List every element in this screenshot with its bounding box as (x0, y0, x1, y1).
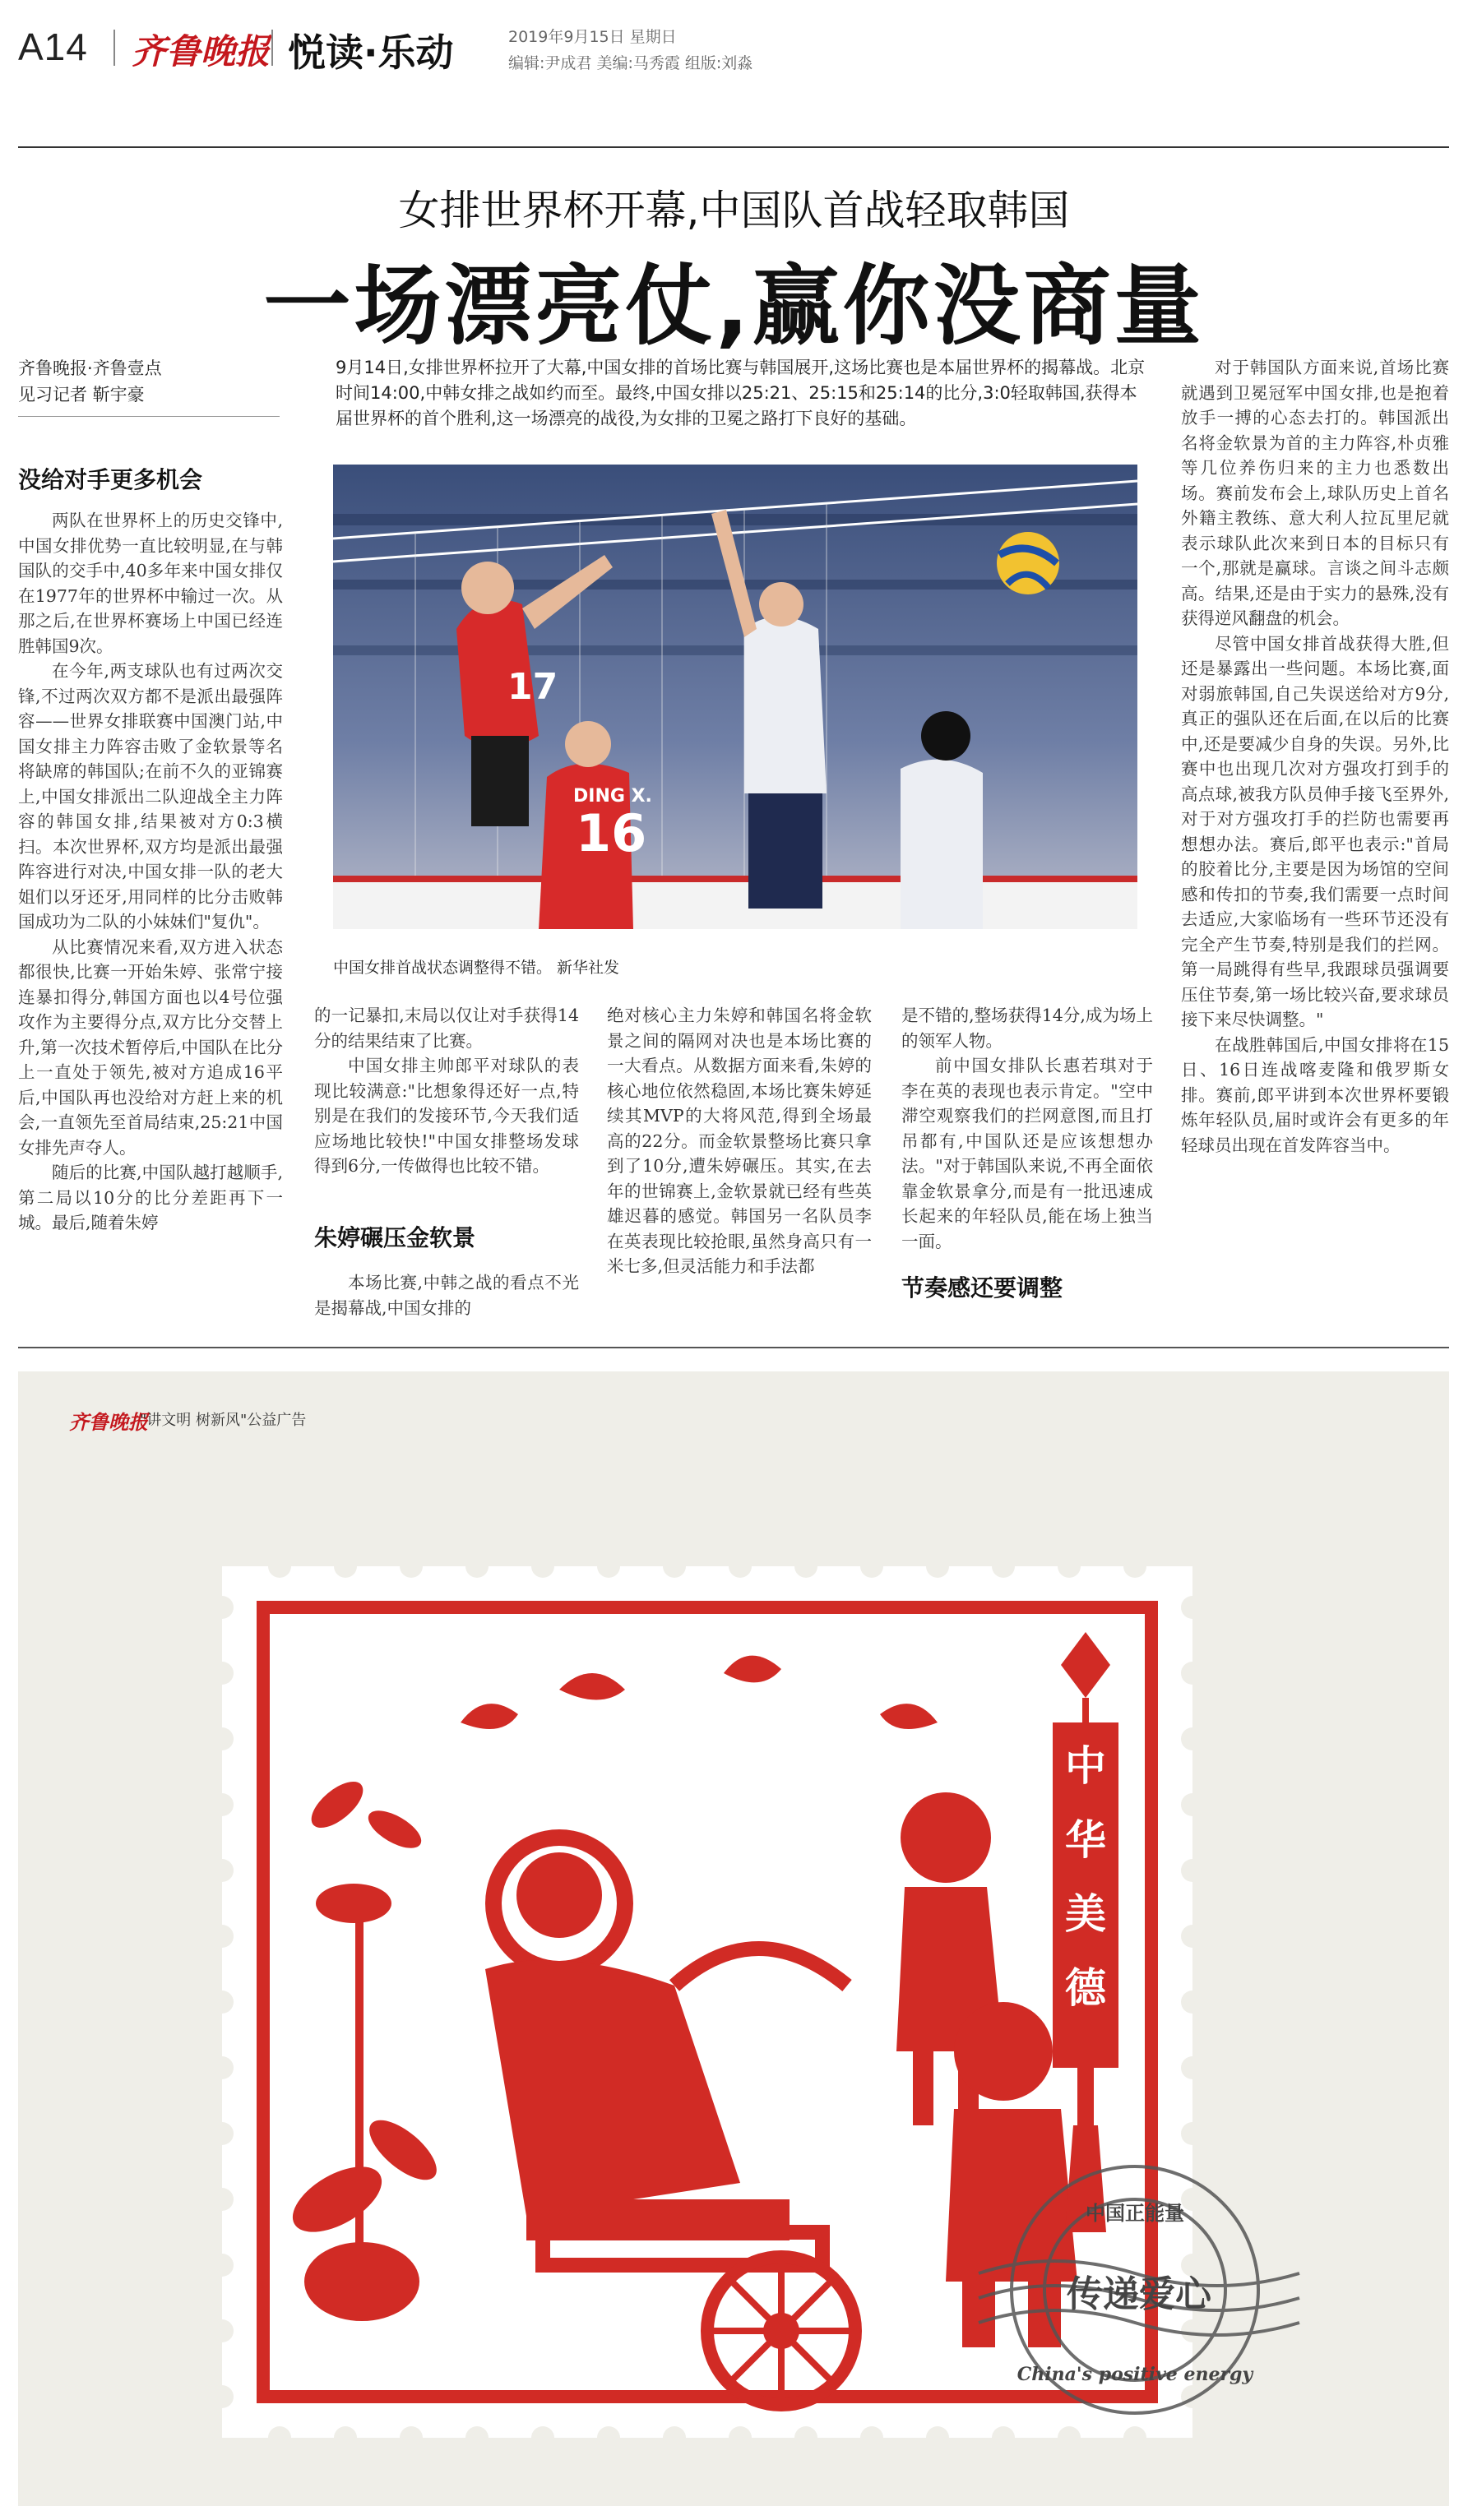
jersey-number: 17 (507, 666, 558, 708)
column-2 (314, 1003, 579, 1179)
paragraph: 随后的比赛,中国队越打越顺手,第二局以10分的比分差距再下一城。最后,随着朱婷 (18, 1163, 283, 1232)
column-5 (1181, 355, 1449, 1158)
stamp-char: 德 (1065, 1963, 1106, 2012)
paragraph: 前中国女排队长惠若琪对于李在英的表现也表示肯定。"空中滞空观察我们的拦网意图,而且打吊都有,中国队还是应该想想办法。"对于韩国队来说,不再全面依靠金软景拿分,而是有一批迅速成长起来的年轻队员,能在场上独当一面。 (901, 1056, 1153, 1251)
column-3: 绝对核心主力朱婷和韩国名将金软景之间的隔网对决也是本场比赛的一大看点。从数据方面来看,朱婷的核心地位依然稳固,本场比赛朱婷延续其MVP的大将风范,得到全场最高的22分。而金软景整场比赛只拿到了10分,遭朱婷碾压。其实,在去年的世锦赛上,金软景就已经有些英雄迟暮的感觉。韩国另一名队员李在英表现比较抢眼,虽然身高只有一米七多,但灵活能力和手法都 (607, 1006, 872, 1276)
paragraph: 是不错的,整场获得14分,成为场上的领军人物。 (901, 1006, 1153, 1051)
stamp-char: 美 (1065, 1889, 1106, 1938)
subhead-no-chance: 没给对手更多机会 (18, 466, 203, 493)
ad-slogan: "讲文明 树新风"公益广告 (140, 1412, 307, 1429)
subhead-zhu-ting: 朱婷碾压金软景 (314, 1224, 476, 1251)
byline (18, 355, 162, 408)
paragraph: 两队在世界杯上的历史交锋中,中国女排优势一直比较明显,在与韩国队的交手中,40多年来中国女排仅在1977年的世界杯中输过一次。从那之后,在世界杯赛场上中国已经连胜韩国9次。 (18, 511, 283, 656)
subhead-rhythm: 节奏感还要调整 (901, 1274, 1063, 1302)
postmark-main-text: 传递爱心 (1067, 2273, 1211, 2315)
issue-date: 2019年9月15日 星期日 (508, 28, 677, 46)
column-1 (18, 508, 283, 1236)
photo-illustration (333, 465, 1137, 929)
paragraph: 在今年,两支球队也有过两次交锋,不过两次双方都不是派出最强阵容——世界女排联赛中国澳门站,中国女排主力阵容击败了金软景等名将缺席的韩国队;在前不久的亚锦赛上,中国女排派出二队迎战全主力阵容的韩国女排,结果被对方0:3横扫。本次世界杯,双方均是派出最强阵容进行对决,中国女排一队的老大姐们以牙还牙,用同样的比分击败韩国成功为二队的小妹妹们"复仇"。 (18, 661, 283, 932)
column-2-bottom: 本场比赛,中韩之战的看点不光是揭幕战,中国女排的 (314, 1273, 579, 1318)
postmark-top-text: 中国正能量 (1086, 2201, 1184, 2225)
jersey-name: DING X. (573, 786, 652, 807)
paragraph: 从比赛情况来看,双方进入状态都很快,比赛一开始朱婷、张常宁接连暴扣得分,韩国方面也以4号位强攻作为主要得分点,双方比分交替上升,第一次技术暂停后,中国队在比分上一直处于领先,被对方追成16平后,中国队再也没给对方赶上来的机会,一直领先至首局结束,25:21中国女排先声夺人。 (18, 936, 283, 1158)
editor-credits: 编辑:尹成君 美编:马秀霞 组版:刘淼 (508, 54, 753, 72)
paragraph: 对于韩国队方面来说,首场比赛就遇到卫冕冠军中国女排,也是抱着放手一搏的心态去打的。韩国派出名将金软景为首的主力阵容,朴贞雅等几位养伤归来的主力也悉数出场。赛前发布会上,球队历史上首名外籍主教练、意大利人拉瓦里尼就表示球队此次来到日本的目标只有一个,那就是赢球。言谈之间斗志颇高。结果,还是由于实力的悬殊,没有获得逆风翻盘的机会。 (1181, 358, 1449, 628)
header-divider (271, 30, 273, 66)
newspaper-logo: 齐鲁晚报 (132, 31, 271, 72)
article-headline: 一场漂亮仗,赢你没商量 (263, 256, 1205, 357)
stamp-char: 中 (1065, 1741, 1106, 1790)
column-4 (901, 1003, 1153, 1254)
volleyball-photo (333, 465, 1137, 929)
paragraph: 尽管中国女排首战获得大胜,但还是暴露出一些问题。本场比赛,面对弱旅韩国,自己失误送给对方9分,真正的强队还在后面,在以后的比赛中,还是要减少自身的失误。另外,比赛中也出现几次对方强攻打到手的高点球,被我方队员伸手接飞至界外,对于对方强攻打手的拦防也需要再想想办法。赛后,郎平也表示:"首局的胶着比分,主要是因为场馆的空间感和传扣的节奏,我们需要一点时间去适应,大家临场有一些环节还没有完全产生节奏,特别是我们的拦网。第一局跳得有些早,我跟球员强调要压住节奏,第一场比较兴奋,要求球员接下来尽快调整。" (1181, 633, 1449, 1029)
postmark (970, 2117, 1316, 2462)
article-lead: 9月14日,女排世界杯拉开了大幕,中国女排的首场比赛与韩国展开,这场比赛也是本届世界杯的揭幕战。北京时间14:00,中韩女排之战如约而至。最终,中国女排以25:21、25:15和25:14的比分,3:0轻取韩国,获得本届世界杯的首个胜利,这一场漂亮的战役,为女排的卫冕之路打下良好的基础。 (336, 358, 1146, 428)
section-title: 悦读·乐动 (288, 30, 454, 75)
paragraph: 在战胜韩国后,中国女排将在15日、16日连战喀麦隆和俄罗斯女排。赛前,郎平讲到本次世界杯要锻炼年轻队员,届时或许会有更多的年轻球员出现在首发阵容当中。 (1181, 1034, 1449, 1155)
postmark-english-text: China's positive energy (1016, 2364, 1253, 2385)
photo-caption: 中国女排首战状态调整得不错。 新华社发 (333, 959, 620, 977)
page-number: A14 (18, 25, 88, 68)
jersey-number: 16 (576, 803, 647, 863)
article-kicker: 女排世界杯开幕,中国队首战轻取韩国 (398, 187, 1070, 234)
header-rule (18, 146, 1449, 148)
byline-rule (18, 416, 280, 417)
paragraph: 中国女排主帅郎平对球队的表现比较满意:"比想象得还好一点,特别是在我们的发接环节,今天我们适应场地比较快!"中国女排整场发球得到6分,一传做得也比较不错。 (314, 1056, 579, 1176)
byline-reporter: 见习记者 靳宇豪 (18, 385, 145, 405)
stamp-char: 华 (1065, 1815, 1106, 1864)
ad-divider (18, 1347, 1449, 1348)
ad-logo: 齐鲁晚报 (69, 1410, 148, 1434)
header-divider (113, 30, 115, 66)
paragraph: 的一记暴扣,末局以仅让对手获得14分的结果结束了比赛。 (314, 1006, 579, 1051)
byline-source: 齐鲁晚报·齐鲁壹点 (18, 358, 162, 378)
